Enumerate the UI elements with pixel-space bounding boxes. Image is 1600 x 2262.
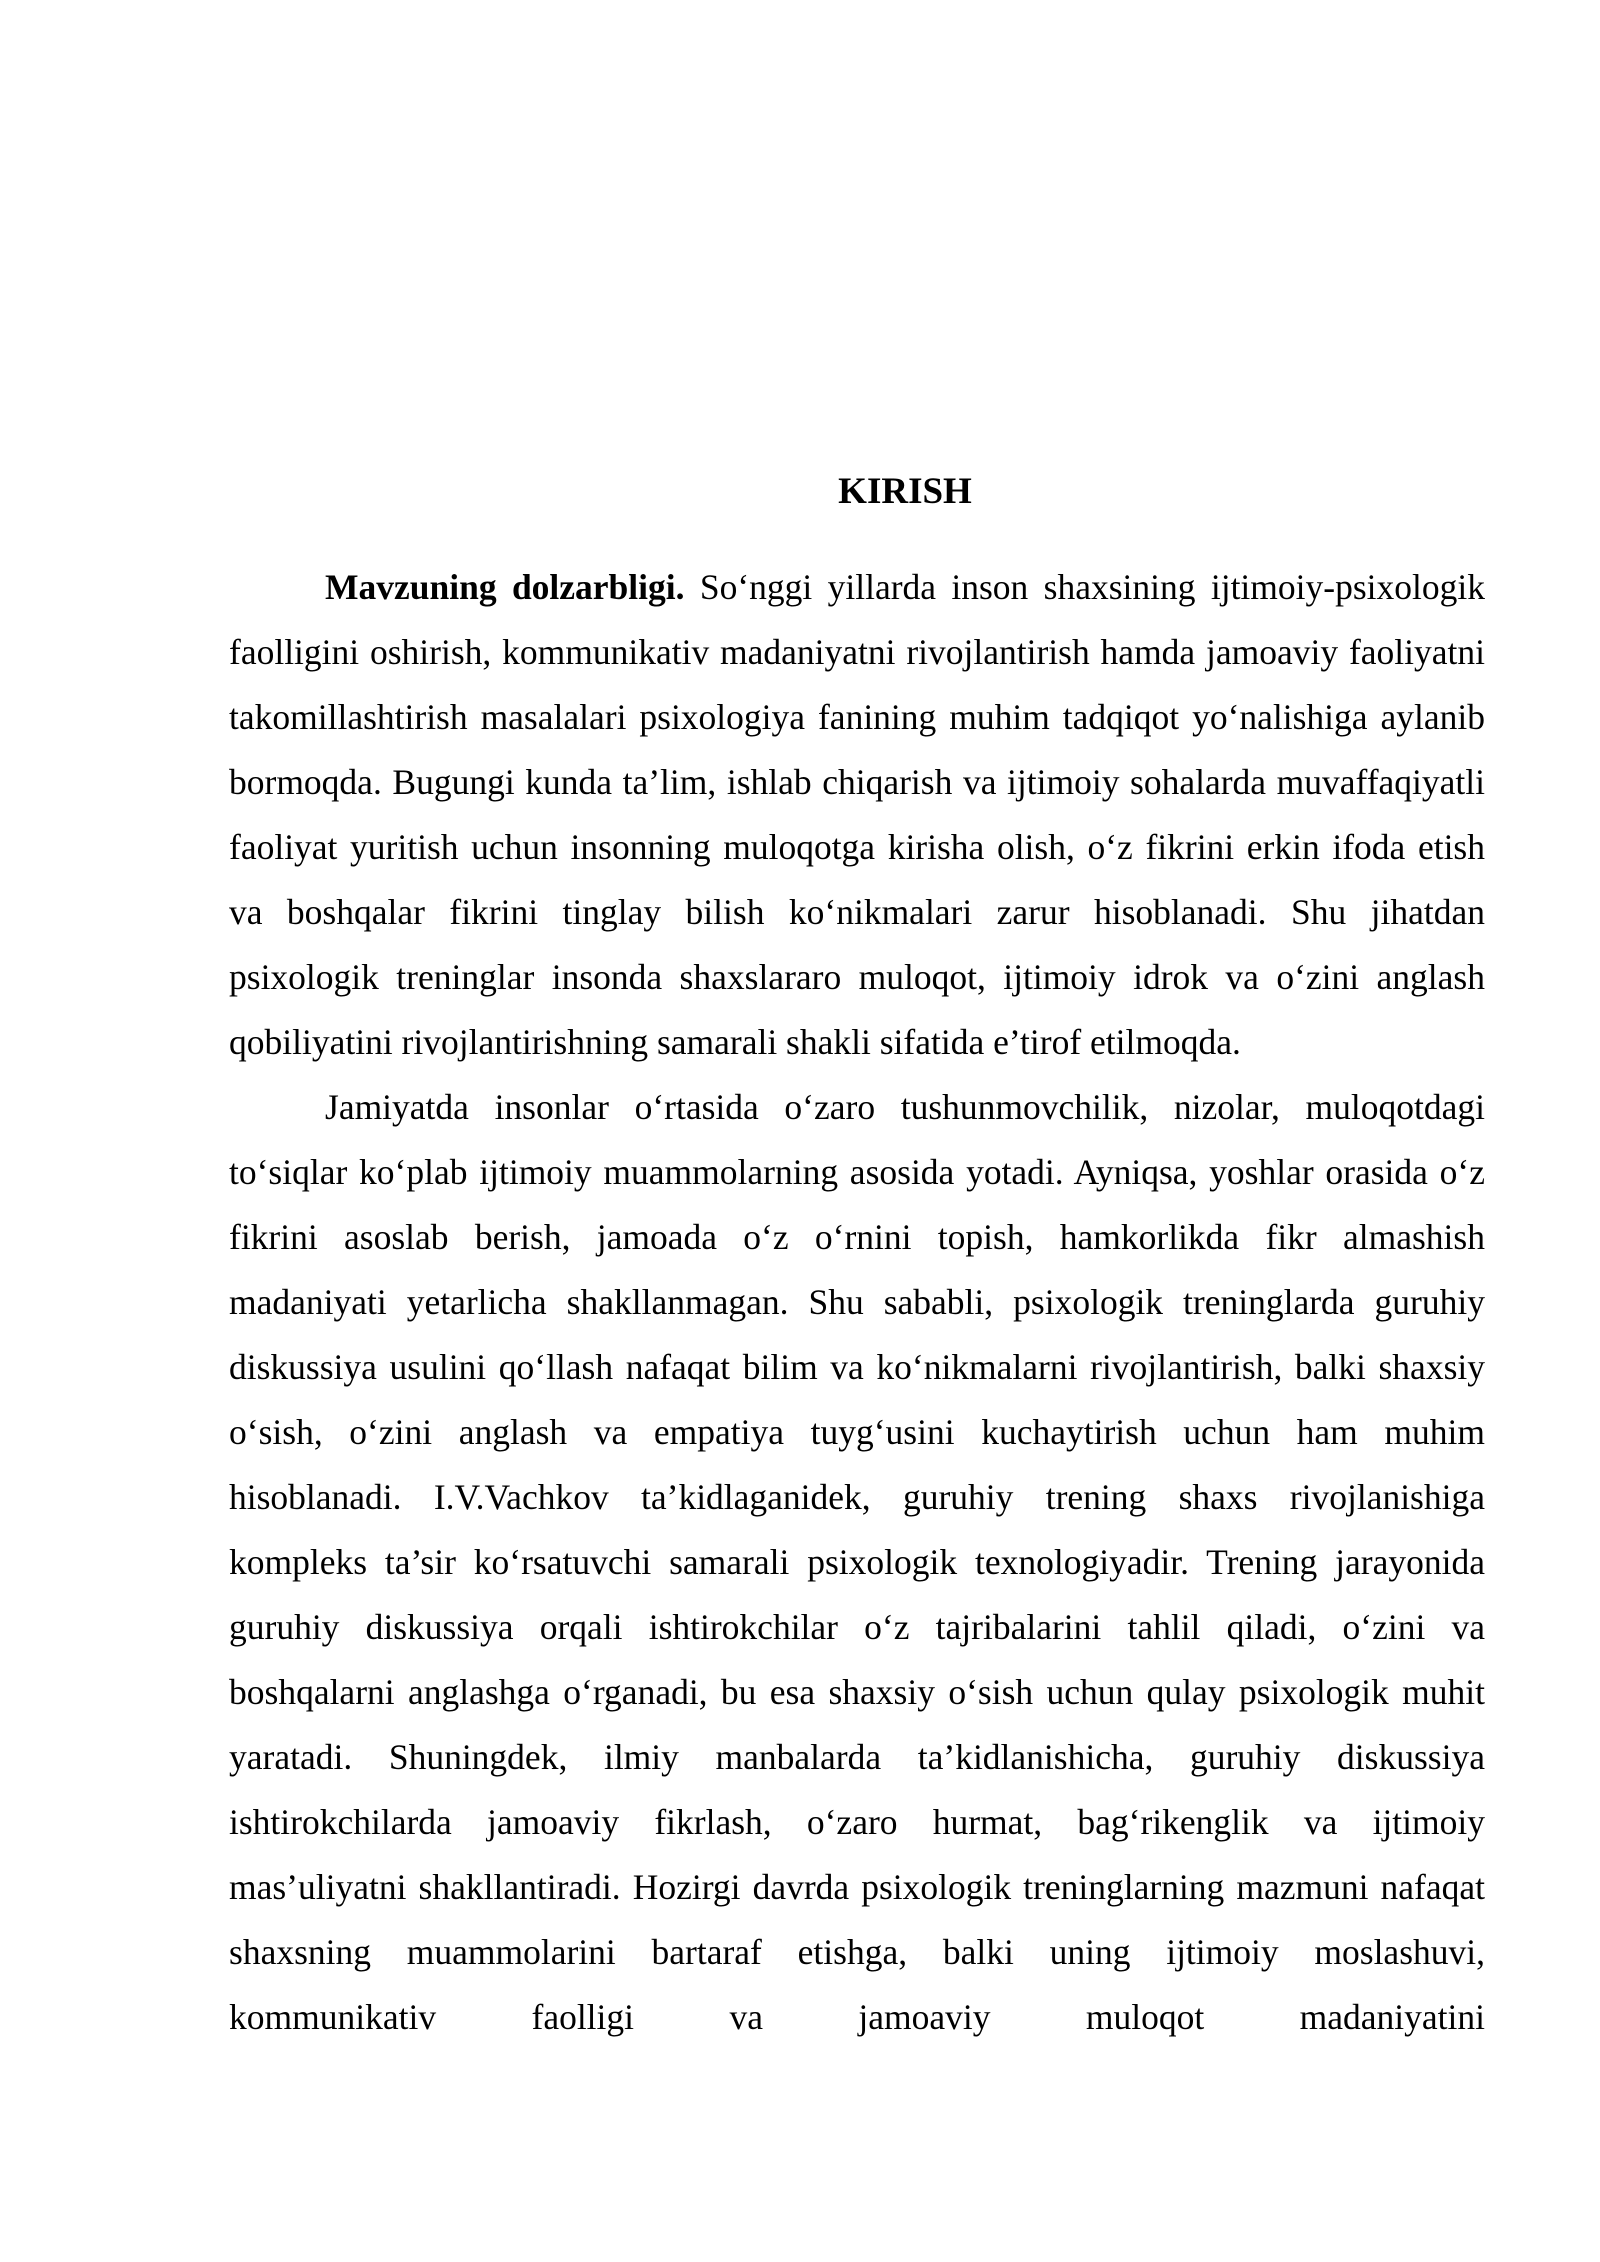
paragraph-text: Jamiyatda insonlar o‘rtasida o‘zaro tushunmovchilik, nizolar, muloqotdagi to‘siqlar ko‘plab ijtimoiy muammolarning asosida yotadi. Ayniqsa, yoshlar orasida o‘z fikrini asoslab berish, jamoada o‘z o‘rnini topish, hamkorlikda fikr almashish madaniyati yetarlicha shakllanmagan. Shu sababli, psixologik treninglarda guruhiy diskussiya usulini qo‘llash nafaqat bilim va ko‘nikmalarni rivojlantirish, balki shaxsiy o‘sish, o‘zini anglash va empatiya tuyg‘usini kuchaytirish uchun ham muhim hisoblanadi. I.V.Vachkov ta’kidlaganidek, guruhiy trening shaxs rivojlanishiga kompleks ta’sir ko‘rsatuvchi samarali psixologik texnologiyadir. Trening jarayonida guruhiy diskussiya orqali ishtirokchilar o‘z tajribalarini tahlil qiladi, o‘zini va boshqalarni anglashga o‘rganadi, bu esa shaxsiy o‘sish uchun qulay psixologik muhit yaratadi. Shuningdek, ilmiy manbalarda ta’kidlanishicha, guruhiy diskussiya ishtirokchilarda jamoaviy fikrlash, o‘zaro hurmat, bag‘rikenglik va ijtimoiy mas’uliyatni shakllantiradi. Hozirgi davrda psixologik treninglarning mazmuni nafaqat shaxsning muammolarini bartaraf etishga, balki uning ijtimoiy moslashuvi, kommunikativ faolligi va jamoaviy muloqot madaniyatini (229, 1087, 1485, 2037)
paragraph-relevance (229, 555, 1485, 1075)
paragraph-lead: Mavzuning dolzarbligi. (325, 567, 685, 607)
body-text (229, 555, 1485, 2050)
section-heading: KIRISH (838, 471, 972, 512)
paragraph-society (229, 1075, 1485, 2050)
paragraph-text: So‘nggi yillarda inson shaxsining ijtimoiy-psixologik faolligini oshirish, kommunikativ madaniyatni rivojlantirish hamda jamoaviy faoliyatni takomillashtirish masalalari psixologiya fanining muhim tadqiqot yo‘nalishiga aylanib bormoqda. Bugungi kunda ta’lim, ishlab chiqarish va ijtimoiy sohalarda muvaffaqiyatli faoliyat yuritish uchun insonning muloqotga kirisha olish, o‘z fikrini erkin ifoda etish va boshqalar fikrini tinglay bilish ko‘nikmalari zarur hisoblanadi. Shu jihatdan psixologik treninglar insonda shaxslararo muloqot, ijtimoiy idrok va o‘zini anglash qobiliyatini rivojlantirishning samarali shakli sifatida e’tirof etilmoqda. (229, 567, 1485, 1062)
